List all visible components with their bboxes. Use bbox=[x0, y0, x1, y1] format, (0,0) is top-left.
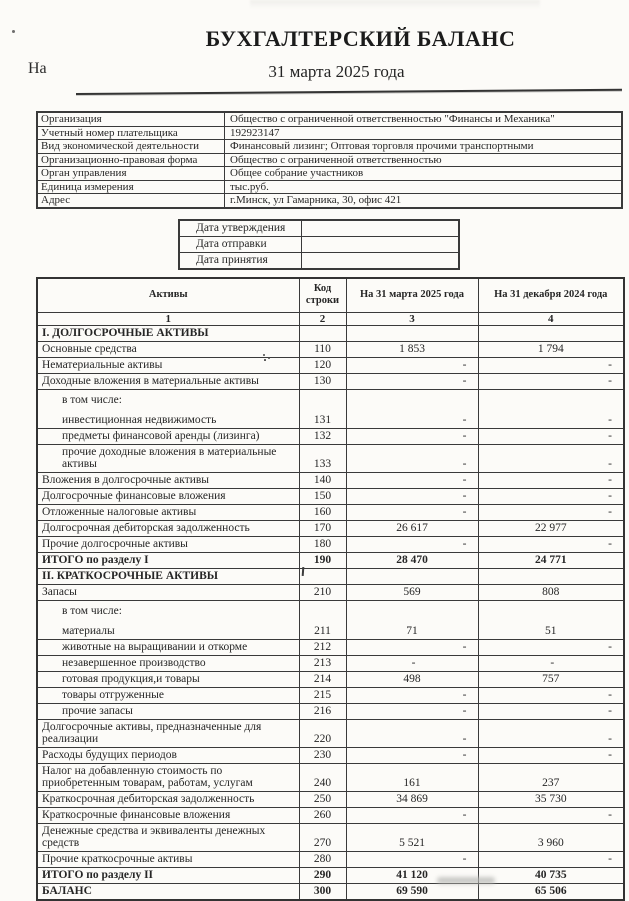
col-header-current-period: На 31 марта 2025 года bbox=[346, 278, 478, 312]
asset-row bbox=[37, 444, 624, 472]
asset-label: товары отгруженные bbox=[62, 689, 164, 701]
asset-value-current: - bbox=[346, 655, 478, 671]
asset-label-cell bbox=[37, 639, 299, 655]
date-row-value bbox=[302, 237, 458, 252]
asset-label: I. ДОЛГОСРОЧНЫЕ АКТИВЫ bbox=[42, 327, 209, 339]
asset-label-cell bbox=[37, 851, 299, 867]
asset-label: Основные средства bbox=[42, 343, 137, 355]
scan-smudge bbox=[250, 0, 540, 9]
asset-label: животные на выращивании и откорме bbox=[62, 641, 248, 653]
org-info-label: Вид экономической деятельности bbox=[38, 140, 225, 153]
asset-value-previous: 35 730 bbox=[478, 791, 624, 807]
org-info-label: Орган управления bbox=[38, 167, 225, 180]
asset-value-current: - bbox=[346, 389, 478, 428]
col-number-3: 3 bbox=[346, 312, 478, 325]
asset-value-previous: - bbox=[478, 357, 624, 373]
asset-label-cell bbox=[37, 373, 299, 389]
asset-value-current: - bbox=[346, 428, 478, 444]
asset-row bbox=[37, 357, 624, 373]
asset-row bbox=[37, 325, 624, 341]
asset-row bbox=[37, 600, 624, 639]
asset-value-previous: - bbox=[478, 719, 624, 747]
asset-value-current: - bbox=[346, 747, 478, 763]
asset-label: Запасы bbox=[42, 586, 77, 598]
asset-label: Налог на добавленную стоимость по приобретенным товарам, работам, услугам bbox=[42, 765, 253, 789]
asset-value-previous: - bbox=[478, 536, 624, 552]
date-row bbox=[180, 221, 458, 236]
asset-value-current: 1 853 bbox=[346, 341, 478, 357]
asset-label: прочие запасы bbox=[62, 705, 133, 717]
asset-label: ИТОГО по разделу I bbox=[42, 554, 149, 566]
asset-label: Краткосрочные финансовые вложения bbox=[42, 809, 231, 821]
date-row-label: Дата отправки bbox=[180, 237, 302, 252]
asset-code: 260 bbox=[299, 807, 346, 823]
asset-value-previous: 51 bbox=[478, 600, 624, 639]
asset-label-cell bbox=[37, 389, 299, 428]
asset-label: Краткосрочная дебиторская задолженность bbox=[42, 793, 255, 805]
scan-smudge bbox=[437, 877, 495, 884]
asset-value-current: - bbox=[346, 504, 478, 520]
asset-value-previous: - bbox=[478, 807, 624, 823]
asset-label-cell bbox=[37, 504, 299, 520]
asset-row bbox=[37, 504, 624, 520]
org-info-value: Общество с ограниченной ответственностью "Финансы и Механика" bbox=[230, 113, 555, 125]
asset-row bbox=[37, 883, 624, 900]
asset-value-current: 569 bbox=[346, 584, 478, 600]
org-info-row bbox=[38, 193, 621, 207]
asset-label: Отложенные налоговые активы bbox=[42, 506, 197, 518]
asset-row bbox=[37, 671, 624, 687]
asset-value-previous: 40 735 bbox=[478, 867, 624, 883]
asset-value-current: 69 590 bbox=[346, 883, 478, 900]
asset-value-previous: - bbox=[478, 444, 624, 472]
asset-value-previous: - bbox=[478, 389, 624, 428]
asset-value-previous: 22 977 bbox=[478, 520, 624, 536]
asset-code: 216 bbox=[299, 703, 346, 719]
asset-row bbox=[37, 584, 624, 600]
asset-label-cell bbox=[37, 341, 299, 357]
org-info-value: Общество с ограниченной ответственностью bbox=[230, 153, 442, 166]
dates-table bbox=[178, 219, 460, 270]
asset-value-current: 28 470 bbox=[346, 552, 478, 568]
asset-row bbox=[37, 536, 624, 552]
asset-label: инвестиционная недвижимость bbox=[62, 414, 217, 426]
asset-code: 190 bbox=[299, 552, 346, 568]
asset-row bbox=[37, 823, 624, 851]
asset-row bbox=[37, 655, 624, 671]
asset-label-cell bbox=[37, 703, 299, 719]
asset-sublabel: в том числе: bbox=[62, 605, 122, 617]
asset-label: БАЛАНС bbox=[42, 885, 92, 897]
asset-label: Нематериальные активы bbox=[42, 359, 163, 371]
org-info-value: Финансовый лизинг; Оптовая торговля прочими транспортными bbox=[230, 140, 534, 152]
asset-value-previous: 3 960 bbox=[478, 823, 624, 851]
asset-label-cell bbox=[37, 520, 299, 536]
asset-code: 250 bbox=[299, 791, 346, 807]
asset-row bbox=[37, 568, 624, 584]
asset-value-current: - bbox=[346, 807, 478, 823]
asset-code: 210 bbox=[299, 584, 346, 600]
org-info-value: тыс.руб. bbox=[230, 180, 269, 193]
asset-label: незавершенное производство bbox=[62, 657, 206, 669]
asset-value-current: - bbox=[346, 373, 478, 389]
asset-row bbox=[37, 373, 624, 389]
asset-value-previous: 1 794 bbox=[478, 341, 624, 357]
asset-label-cell bbox=[37, 536, 299, 552]
asset-value-current: - bbox=[346, 639, 478, 655]
org-info-label: Организация bbox=[38, 113, 225, 126]
org-info-row bbox=[38, 113, 621, 126]
column-number-row bbox=[37, 312, 624, 325]
org-info-label: Учетный номер плательщика bbox=[38, 127, 225, 140]
scan-speck bbox=[263, 354, 265, 356]
asset-label-cell bbox=[37, 600, 299, 639]
col-header-code: Код строки bbox=[299, 278, 346, 312]
asset-code: 240 bbox=[299, 763, 346, 791]
asset-row bbox=[37, 763, 624, 791]
asset-code: 160 bbox=[299, 504, 346, 520]
asset-label-cell bbox=[37, 655, 299, 671]
asset-row bbox=[37, 791, 624, 807]
asset-row bbox=[37, 389, 624, 428]
org-info-row bbox=[38, 166, 621, 180]
asset-label: Прочие долгосрочные активы bbox=[42, 538, 188, 550]
asset-row bbox=[37, 428, 624, 444]
asset-code: 220 bbox=[299, 719, 346, 747]
asset-value-current bbox=[346, 568, 478, 584]
asset-value-current: 41 120 bbox=[346, 867, 478, 883]
asset-label-cell bbox=[37, 719, 299, 747]
asset-value-previous: - bbox=[478, 703, 624, 719]
asset-label-cell bbox=[37, 883, 299, 900]
asset-code: 300 bbox=[299, 883, 346, 900]
asset-code: 215 bbox=[299, 687, 346, 703]
asset-value-current: - bbox=[346, 472, 478, 488]
asset-label-cell bbox=[37, 584, 299, 600]
asset-label: материалы bbox=[62, 625, 115, 637]
scan-speck bbox=[12, 30, 15, 33]
asset-label-cell bbox=[37, 444, 299, 472]
asset-label: предметы финансовой аренды (лизинга) bbox=[62, 430, 260, 442]
date-row bbox=[180, 252, 458, 268]
asset-value-previous: 237 bbox=[478, 763, 624, 791]
col-number-2: 2 bbox=[299, 312, 346, 325]
asset-code: 132 bbox=[299, 428, 346, 444]
asset-label: Прочие краткосрочные активы bbox=[42, 853, 193, 865]
asset-label: Долгосрочные финансовые вложения bbox=[42, 490, 226, 502]
asset-value-current: - bbox=[346, 357, 478, 373]
asset-code: 290 bbox=[299, 867, 346, 883]
date-row-value bbox=[302, 221, 458, 236]
org-info-value: г.Минск, ул Гамарника, 30, офис 421 bbox=[230, 194, 402, 206]
asset-label-cell bbox=[37, 867, 299, 883]
org-info-label: Адрес bbox=[38, 194, 225, 207]
asset-value-current: - bbox=[346, 536, 478, 552]
asset-value-previous: - bbox=[478, 428, 624, 444]
asset-label: Расходы будущих периодов bbox=[42, 749, 177, 761]
date-row-label: Дата принятия bbox=[180, 253, 302, 268]
asset-code: 212 bbox=[299, 639, 346, 655]
asset-value-previous bbox=[478, 325, 624, 341]
asset-label-cell bbox=[37, 488, 299, 504]
asset-code: 211 bbox=[299, 600, 346, 639]
asset-label: прочие доходные вложения в материальные активы bbox=[62, 446, 277, 470]
asset-value-previous: - bbox=[478, 373, 624, 389]
asset-value-previous bbox=[478, 568, 624, 584]
asset-label-cell bbox=[37, 568, 299, 584]
asset-label-cell bbox=[37, 671, 299, 687]
asset-code: 120 bbox=[299, 357, 346, 373]
scan-speck bbox=[268, 357, 270, 359]
asset-code: 170 bbox=[299, 520, 346, 536]
asset-code: 270 bbox=[299, 823, 346, 851]
date-row bbox=[180, 236, 458, 252]
asset-label: Доходные вложения в материальные активы bbox=[42, 375, 259, 387]
asset-value-current: 34 869 bbox=[346, 791, 478, 807]
asset-code: 133 bbox=[299, 444, 346, 472]
asset-value-previous: 24 771 bbox=[478, 552, 624, 568]
col-number-1: 1 bbox=[37, 312, 299, 325]
asset-label-cell bbox=[37, 823, 299, 851]
asset-code: 180 bbox=[299, 536, 346, 552]
asset-row bbox=[37, 687, 624, 703]
asset-row bbox=[37, 488, 624, 504]
org-info-row bbox=[38, 180, 621, 194]
asset-label-cell bbox=[37, 357, 299, 373]
asset-row bbox=[37, 472, 624, 488]
asset-value-current: 498 bbox=[346, 671, 478, 687]
org-info-row bbox=[38, 139, 621, 153]
asset-row bbox=[37, 851, 624, 867]
org-info-value: Общее собрание участников bbox=[230, 167, 364, 179]
org-info-value: 192923147 bbox=[230, 126, 280, 139]
asset-value-previous: - bbox=[478, 747, 624, 763]
scan-speck bbox=[264, 359, 266, 361]
asset-row bbox=[37, 807, 624, 823]
asset-label: Долгосрочные активы, предназначенные для реализации bbox=[42, 721, 262, 745]
asset-label-cell bbox=[37, 687, 299, 703]
asset-value-current: - bbox=[346, 444, 478, 472]
col-number-4: 4 bbox=[478, 312, 624, 325]
asset-label: Денежные средства и эквиваленты денежных средств bbox=[42, 825, 266, 849]
asset-label: Вложения в долгосрочные активы bbox=[42, 474, 210, 486]
asset-row bbox=[37, 552, 624, 568]
asset-label: ИТОГО по разделу II bbox=[42, 869, 154, 881]
asset-value-previous: - bbox=[478, 655, 624, 671]
asset-value-previous: - bbox=[478, 639, 624, 655]
asset-label-cell bbox=[37, 791, 299, 807]
asset-value-current: - bbox=[346, 488, 478, 504]
asset-label-cell bbox=[37, 325, 299, 341]
asset-code: 280 bbox=[299, 851, 346, 867]
asset-value-previous: - bbox=[478, 504, 624, 520]
asset-label-cell bbox=[37, 763, 299, 791]
asset-value-current: 161 bbox=[346, 763, 478, 791]
asset-code: 214 bbox=[299, 671, 346, 687]
asset-code: 140 bbox=[299, 472, 346, 488]
asset-value-current: - bbox=[346, 703, 478, 719]
asset-value-current: - bbox=[346, 851, 478, 867]
asset-row bbox=[37, 703, 624, 719]
asset-code: 213 bbox=[299, 655, 346, 671]
col-header-previous-period: На 31 декабря 2024 года bbox=[478, 278, 624, 312]
report-date: 31 марта 2025 года bbox=[268, 62, 405, 81]
asset-value-current: - bbox=[346, 687, 478, 703]
asset-value-current: - bbox=[346, 719, 478, 747]
asset-value-current: 26 617 bbox=[346, 520, 478, 536]
asset-value-previous: 757 bbox=[478, 671, 624, 687]
asset-label-cell bbox=[37, 807, 299, 823]
asset-row bbox=[37, 341, 624, 357]
date-row-label: Дата утверждения bbox=[180, 221, 302, 236]
asset-value-previous: - bbox=[478, 687, 624, 703]
asset-label: II. КРАТКОСРОЧНЫЕ АКТИВЫ bbox=[42, 570, 219, 582]
asset-label-cell bbox=[37, 552, 299, 568]
asset-label-cell bbox=[37, 428, 299, 444]
asset-row bbox=[37, 719, 624, 747]
assets-table-header-row bbox=[37, 278, 624, 312]
asset-label-cell bbox=[37, 472, 299, 488]
organization-info-table bbox=[36, 111, 623, 209]
asset-row bbox=[37, 639, 624, 655]
asset-value-previous: - bbox=[478, 851, 624, 867]
asset-code: 131 bbox=[299, 389, 346, 428]
asset-code bbox=[299, 568, 346, 584]
asset-value-current bbox=[346, 325, 478, 341]
date-underline bbox=[76, 89, 622, 95]
asset-value-current: 5 521 bbox=[346, 823, 478, 851]
asset-label-cell bbox=[37, 747, 299, 763]
asset-code: 150 bbox=[299, 488, 346, 504]
asset-code: 130 bbox=[299, 373, 346, 389]
asset-value-previous: - bbox=[478, 472, 624, 488]
asset-sublabel: в том числе: bbox=[62, 394, 122, 406]
asset-value-previous: 65 506 bbox=[478, 883, 624, 900]
asset-value-current: 71 bbox=[346, 600, 478, 639]
asset-code bbox=[299, 325, 346, 341]
asset-label: Долгосрочная дебиторская задолженность bbox=[42, 522, 250, 534]
asset-code: 110 bbox=[299, 341, 346, 357]
asset-row bbox=[37, 867, 624, 883]
asset-row bbox=[37, 520, 624, 536]
org-info-label: Организационно-правовая форма bbox=[38, 154, 225, 167]
org-info-row bbox=[38, 153, 621, 167]
asset-value-previous: - bbox=[478, 488, 624, 504]
asset-value-previous: 808 bbox=[478, 584, 624, 600]
asset-label: готовая продукция,и товары bbox=[62, 673, 200, 685]
document-title: БУХГАЛТЕРСКИЙ БАЛАНС bbox=[205, 26, 516, 51]
assets-table bbox=[36, 277, 625, 901]
org-info-label: Единица измерения bbox=[38, 181, 225, 194]
date-prefix-label: На bbox=[28, 60, 47, 77]
date-row-value bbox=[302, 253, 458, 268]
asset-code: 230 bbox=[299, 747, 346, 763]
col-header-assets: Активы bbox=[37, 278, 299, 312]
asset-row bbox=[37, 747, 624, 763]
org-info-row bbox=[38, 126, 621, 140]
